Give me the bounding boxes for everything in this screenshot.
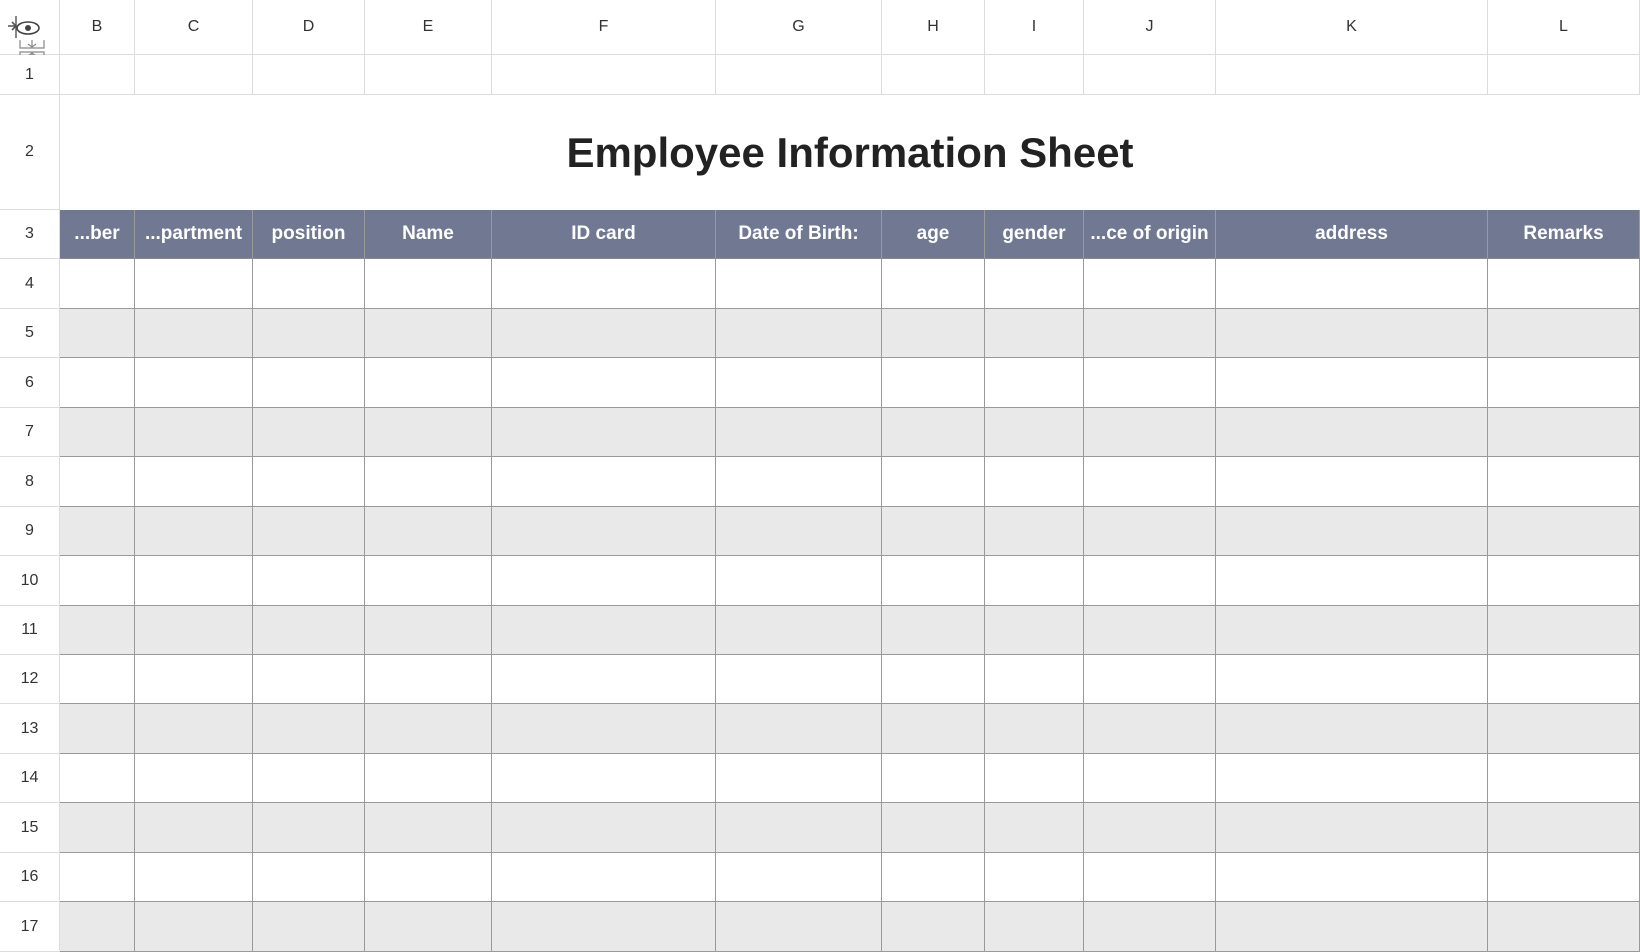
cell-d12[interactable]	[253, 655, 365, 704]
cell-k13[interactable]	[1216, 704, 1488, 754]
column-header-f[interactable]: F	[492, 0, 716, 55]
cell-f7[interactable]	[492, 408, 716, 457]
cell-k8[interactable]	[1216, 457, 1488, 507]
cell-h4[interactable]	[882, 259, 985, 309]
cell-g14[interactable]	[716, 754, 882, 803]
cell-b17[interactable]	[60, 902, 135, 952]
cell-e1[interactable]	[365, 55, 492, 95]
cell-f15[interactable]	[492, 803, 716, 853]
cell-j4[interactable]	[1084, 259, 1216, 309]
cell-f11[interactable]	[492, 606, 716, 655]
cell-j17[interactable]	[1084, 902, 1216, 952]
cell-g4[interactable]	[716, 259, 882, 309]
cell-l1[interactable]	[1488, 55, 1640, 95]
cell-e13[interactable]	[365, 704, 492, 754]
cell-g16[interactable]	[716, 853, 882, 902]
cell-k7[interactable]	[1216, 408, 1488, 457]
row-header-4[interactable]: 4	[0, 259, 60, 309]
cell-i12[interactable]	[985, 655, 1084, 704]
row-header-16[interactable]: 16	[0, 853, 60, 902]
table-header-cell[interactable]: address	[1216, 210, 1488, 259]
cell-c10[interactable]	[135, 556, 253, 606]
cell-f6[interactable]	[492, 358, 716, 408]
column-header-l[interactable]: L	[1488, 0, 1640, 55]
cell-f5[interactable]	[492, 309, 716, 358]
column-header-e[interactable]: E	[365, 0, 492, 55]
cell-f1[interactable]	[492, 55, 716, 95]
cell-g13[interactable]	[716, 704, 882, 754]
cell-d8[interactable]	[253, 457, 365, 507]
cell-k1[interactable]	[1216, 55, 1488, 95]
cell-c14[interactable]	[135, 754, 253, 803]
cell-k5[interactable]	[1216, 309, 1488, 358]
cell-f8[interactable]	[492, 457, 716, 507]
cell-j15[interactable]	[1084, 803, 1216, 853]
row-header-5[interactable]: 5	[0, 309, 60, 358]
row-header-17[interactable]: 17	[0, 902, 60, 952]
cell-j9[interactable]	[1084, 507, 1216, 556]
cell-h13[interactable]	[882, 704, 985, 754]
cell-l12[interactable]	[1488, 655, 1640, 704]
cell-d13[interactable]	[253, 704, 365, 754]
cell-i8[interactable]	[985, 457, 1084, 507]
cell-b1[interactable]	[60, 55, 135, 95]
cell-f4[interactable]	[492, 259, 716, 309]
cell-e16[interactable]	[365, 853, 492, 902]
cell-l10[interactable]	[1488, 556, 1640, 606]
cell-g8[interactable]	[716, 457, 882, 507]
table-header-cell[interactable]: Date of Birth:	[716, 210, 882, 259]
cell-d17[interactable]	[253, 902, 365, 952]
cell-d15[interactable]	[253, 803, 365, 853]
cell-b13[interactable]	[60, 704, 135, 754]
row-header-15[interactable]: 15	[0, 803, 60, 853]
row-header-14[interactable]: 14	[0, 754, 60, 803]
cell-g9[interactable]	[716, 507, 882, 556]
column-header-h[interactable]: H	[882, 0, 985, 55]
cell-f14[interactable]	[492, 754, 716, 803]
cell-g17[interactable]	[716, 902, 882, 952]
cell-e8[interactable]	[365, 457, 492, 507]
cell-c16[interactable]	[135, 853, 253, 902]
cell-d5[interactable]	[253, 309, 365, 358]
cell-h15[interactable]	[882, 803, 985, 853]
cell-i1[interactable]	[985, 55, 1084, 95]
cell-i7[interactable]	[985, 408, 1084, 457]
column-header-d[interactable]: D	[253, 0, 365, 55]
cell-h5[interactable]	[882, 309, 985, 358]
cell-d10[interactable]	[253, 556, 365, 606]
select-all-corner[interactable]	[0, 0, 60, 55]
cell-g10[interactable]	[716, 556, 882, 606]
cell-f12[interactable]	[492, 655, 716, 704]
cell-c13[interactable]	[135, 704, 253, 754]
cell-b16[interactable]	[60, 853, 135, 902]
row-header-3[interactable]: 3	[0, 210, 60, 259]
cell-l9[interactable]	[1488, 507, 1640, 556]
cell-l11[interactable]	[1488, 606, 1640, 655]
cell-e15[interactable]	[365, 803, 492, 853]
table-header-cell[interactable]: ...ber	[60, 210, 135, 259]
cell-h12[interactable]	[882, 655, 985, 704]
table-header-cell[interactable]: age	[882, 210, 985, 259]
cell-b15[interactable]	[60, 803, 135, 853]
cell-f9[interactable]	[492, 507, 716, 556]
cell-h9[interactable]	[882, 507, 985, 556]
cell-j6[interactable]	[1084, 358, 1216, 408]
cell-j8[interactable]	[1084, 457, 1216, 507]
cell-c15[interactable]	[135, 803, 253, 853]
row-header-6[interactable]: 6	[0, 358, 60, 408]
cell-k4[interactable]	[1216, 259, 1488, 309]
row-header-10[interactable]: 10	[0, 556, 60, 606]
cell-j16[interactable]	[1084, 853, 1216, 902]
cell-c12[interactable]	[135, 655, 253, 704]
cell-c4[interactable]	[135, 259, 253, 309]
cell-c6[interactable]	[135, 358, 253, 408]
row-header-11[interactable]: 11	[0, 606, 60, 655]
cell-i5[interactable]	[985, 309, 1084, 358]
cell-i10[interactable]	[985, 556, 1084, 606]
sheet-title[interactable]: Employee Information Sheet	[60, 95, 1640, 210]
cell-j11[interactable]	[1084, 606, 1216, 655]
column-header-g[interactable]: G	[716, 0, 882, 55]
cell-k11[interactable]	[1216, 606, 1488, 655]
table-header-cell[interactable]: ID card	[492, 210, 716, 259]
cell-i11[interactable]	[985, 606, 1084, 655]
row-header-7[interactable]: 7	[0, 408, 60, 457]
cell-l16[interactable]	[1488, 853, 1640, 902]
cell-j5[interactable]	[1084, 309, 1216, 358]
cell-d4[interactable]	[253, 259, 365, 309]
cell-k17[interactable]	[1216, 902, 1488, 952]
cell-h10[interactable]	[882, 556, 985, 606]
cell-c11[interactable]	[135, 606, 253, 655]
cell-e10[interactable]	[365, 556, 492, 606]
cell-j13[interactable]	[1084, 704, 1216, 754]
cell-h7[interactable]	[882, 408, 985, 457]
cell-h17[interactable]	[882, 902, 985, 952]
cell-k16[interactable]	[1216, 853, 1488, 902]
cell-d6[interactable]	[253, 358, 365, 408]
cell-b8[interactable]	[60, 457, 135, 507]
cell-i13[interactable]	[985, 704, 1084, 754]
cell-g11[interactable]	[716, 606, 882, 655]
cell-k10[interactable]	[1216, 556, 1488, 606]
cell-c5[interactable]	[135, 309, 253, 358]
cell-d11[interactable]	[253, 606, 365, 655]
cell-e17[interactable]	[365, 902, 492, 952]
cell-l13[interactable]	[1488, 704, 1640, 754]
table-header-cell[interactable]: gender	[985, 210, 1084, 259]
cell-l7[interactable]	[1488, 408, 1640, 457]
column-header-i[interactable]: I	[985, 0, 1084, 55]
cell-e7[interactable]	[365, 408, 492, 457]
cell-l14[interactable]	[1488, 754, 1640, 803]
cell-h16[interactable]	[882, 853, 985, 902]
cell-h8[interactable]	[882, 457, 985, 507]
column-header-c[interactable]: C	[135, 0, 253, 55]
cell-f16[interactable]	[492, 853, 716, 902]
row-header-9[interactable]: 9	[0, 507, 60, 556]
table-header-cell[interactable]: position	[253, 210, 365, 259]
cell-e9[interactable]	[365, 507, 492, 556]
cell-k14[interactable]	[1216, 754, 1488, 803]
cell-g1[interactable]	[716, 55, 882, 95]
cell-i15[interactable]	[985, 803, 1084, 853]
cell-l6[interactable]	[1488, 358, 1640, 408]
cell-l5[interactable]	[1488, 309, 1640, 358]
cell-k15[interactable]	[1216, 803, 1488, 853]
cell-c17[interactable]	[135, 902, 253, 952]
row-header-1[interactable]: 1	[0, 55, 60, 95]
cell-b5[interactable]	[60, 309, 135, 358]
table-header-cell[interactable]: ...partment	[135, 210, 253, 259]
cell-b9[interactable]	[60, 507, 135, 556]
cell-l4[interactable]	[1488, 259, 1640, 309]
cell-e4[interactable]	[365, 259, 492, 309]
cell-d16[interactable]	[253, 853, 365, 902]
cell-g15[interactable]	[716, 803, 882, 853]
cell-i6[interactable]	[985, 358, 1084, 408]
cell-e11[interactable]	[365, 606, 492, 655]
cell-c1[interactable]	[135, 55, 253, 95]
cell-f17[interactable]	[492, 902, 716, 952]
cell-j10[interactable]	[1084, 556, 1216, 606]
table-header-cell[interactable]: Remarks	[1488, 210, 1640, 259]
cell-k9[interactable]	[1216, 507, 1488, 556]
cell-h1[interactable]	[882, 55, 985, 95]
cell-i9[interactable]	[985, 507, 1084, 556]
cell-j7[interactable]	[1084, 408, 1216, 457]
cell-b7[interactable]	[60, 408, 135, 457]
cell-b12[interactable]	[60, 655, 135, 704]
row-header-13[interactable]: 13	[0, 704, 60, 754]
cell-g7[interactable]	[716, 408, 882, 457]
cell-g5[interactable]	[716, 309, 882, 358]
cell-g6[interactable]	[716, 358, 882, 408]
cell-d1[interactable]	[253, 55, 365, 95]
cell-e14[interactable]	[365, 754, 492, 803]
cell-c7[interactable]	[135, 408, 253, 457]
cell-g12[interactable]	[716, 655, 882, 704]
cell-j14[interactable]	[1084, 754, 1216, 803]
column-header-j[interactable]: J	[1084, 0, 1216, 55]
row-header-12[interactable]: 12	[0, 655, 60, 704]
cell-i16[interactable]	[985, 853, 1084, 902]
cell-e5[interactable]	[365, 309, 492, 358]
cell-i17[interactable]	[985, 902, 1084, 952]
cell-c8[interactable]	[135, 457, 253, 507]
cell-d9[interactable]	[253, 507, 365, 556]
cell-b10[interactable]	[60, 556, 135, 606]
cell-e6[interactable]	[365, 358, 492, 408]
cell-k6[interactable]	[1216, 358, 1488, 408]
cell-h14[interactable]	[882, 754, 985, 803]
cell-k12[interactable]	[1216, 655, 1488, 704]
cell-c9[interactable]	[135, 507, 253, 556]
table-header-cell[interactable]: Name	[365, 210, 492, 259]
table-header-cell[interactable]: ...ce of origin	[1084, 210, 1216, 259]
cell-e12[interactable]	[365, 655, 492, 704]
cell-f10[interactable]	[492, 556, 716, 606]
cell-d7[interactable]	[253, 408, 365, 457]
cell-j1[interactable]	[1084, 55, 1216, 95]
cell-h6[interactable]	[882, 358, 985, 408]
row-header-2[interactable]: 2	[0, 95, 60, 210]
row-header-8[interactable]: 8	[0, 457, 60, 507]
cell-d14[interactable]	[253, 754, 365, 803]
cell-i4[interactable]	[985, 259, 1084, 309]
column-header-k[interactable]: K	[1216, 0, 1488, 55]
cell-l17[interactable]	[1488, 902, 1640, 952]
cell-b11[interactable]	[60, 606, 135, 655]
column-header-b[interactable]: B	[60, 0, 135, 55]
cell-b14[interactable]	[60, 754, 135, 803]
cell-h11[interactable]	[882, 606, 985, 655]
cell-b6[interactable]	[60, 358, 135, 408]
cell-j12[interactable]	[1084, 655, 1216, 704]
cell-l15[interactable]	[1488, 803, 1640, 853]
cell-b4[interactable]	[60, 259, 135, 309]
cell-f13[interactable]	[492, 704, 716, 754]
cell-l8[interactable]	[1488, 457, 1640, 507]
cell-i14[interactable]	[985, 754, 1084, 803]
